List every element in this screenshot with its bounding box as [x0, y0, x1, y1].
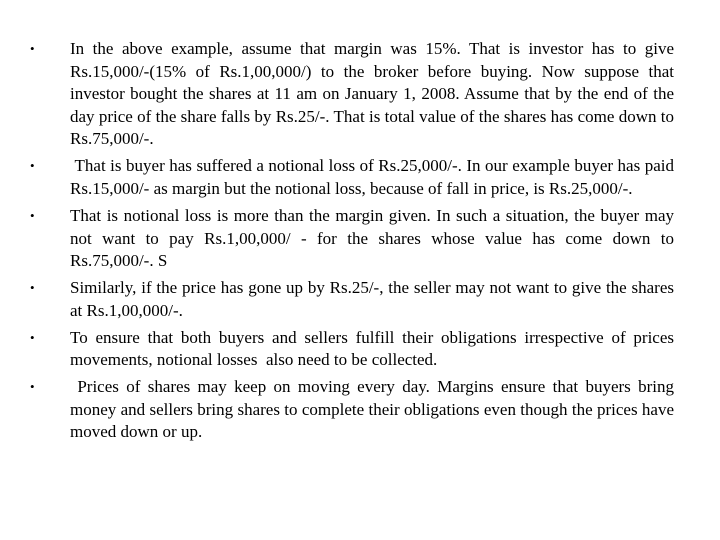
bullet-text: To ensure that both buyers and sellers fulfill their obligations irrespective of prices movements, notional losses also need to be collected.	[70, 327, 679, 370]
bullet-text: In the above example, assume that margin was 15%. That is investor has to give Rs.15,000/-(15% of Rs.1,00,000/) to the broker before buying. Now suppose that investor bought the shares at 11 am on January 1, 2008. Assume that by the end of the day price of the share falls by Rs.25/-. That is total value of the shares has come down to Rs.75,000/-.	[70, 39, 674, 149]
bullet-item	[28, 155, 679, 200]
bullet-text: Similarly, if the price has gone up by Rs.25/-, the seller may not want to give the shares at Rs.1,00,000/-.	[70, 278, 674, 320]
bullet-marker: •	[30, 207, 35, 223]
bullet-item	[28, 277, 674, 322]
bullet-text: That is notional loss is more than the margin given. In such a situation, the buyer may not want to pay Rs.1,00,000/ - for the shares whose value has come down to Rs.75,000/-. S	[70, 205, 674, 271]
bullet-item	[28, 376, 679, 444]
bullet-item	[28, 327, 679, 372]
bullet-marker: •	[30, 158, 35, 174]
bullet-marker: •	[30, 41, 35, 56]
bullet-marker: •	[30, 379, 35, 395]
bullet-marker: •	[30, 329, 35, 345]
bullet-text: That is buyer has suffered a notional loss of Rs.25,000/-. In our example buyer has paid Rs.15,000/- as margin but the notional loss, because of fall in price, is Rs.25,000/-.	[70, 156, 679, 198]
bullet-text: Prices of shares may keep on moving every day. Margins ensure that buyers bring money and sellers bring shares to complete their obligations even though the prices have moved down or up.	[70, 377, 679, 442]
bullet-marker: •	[30, 280, 35, 296]
bullet-list	[28, 38, 679, 448]
bullet-item	[28, 205, 674, 273]
bullet-item	[28, 38, 674, 151]
